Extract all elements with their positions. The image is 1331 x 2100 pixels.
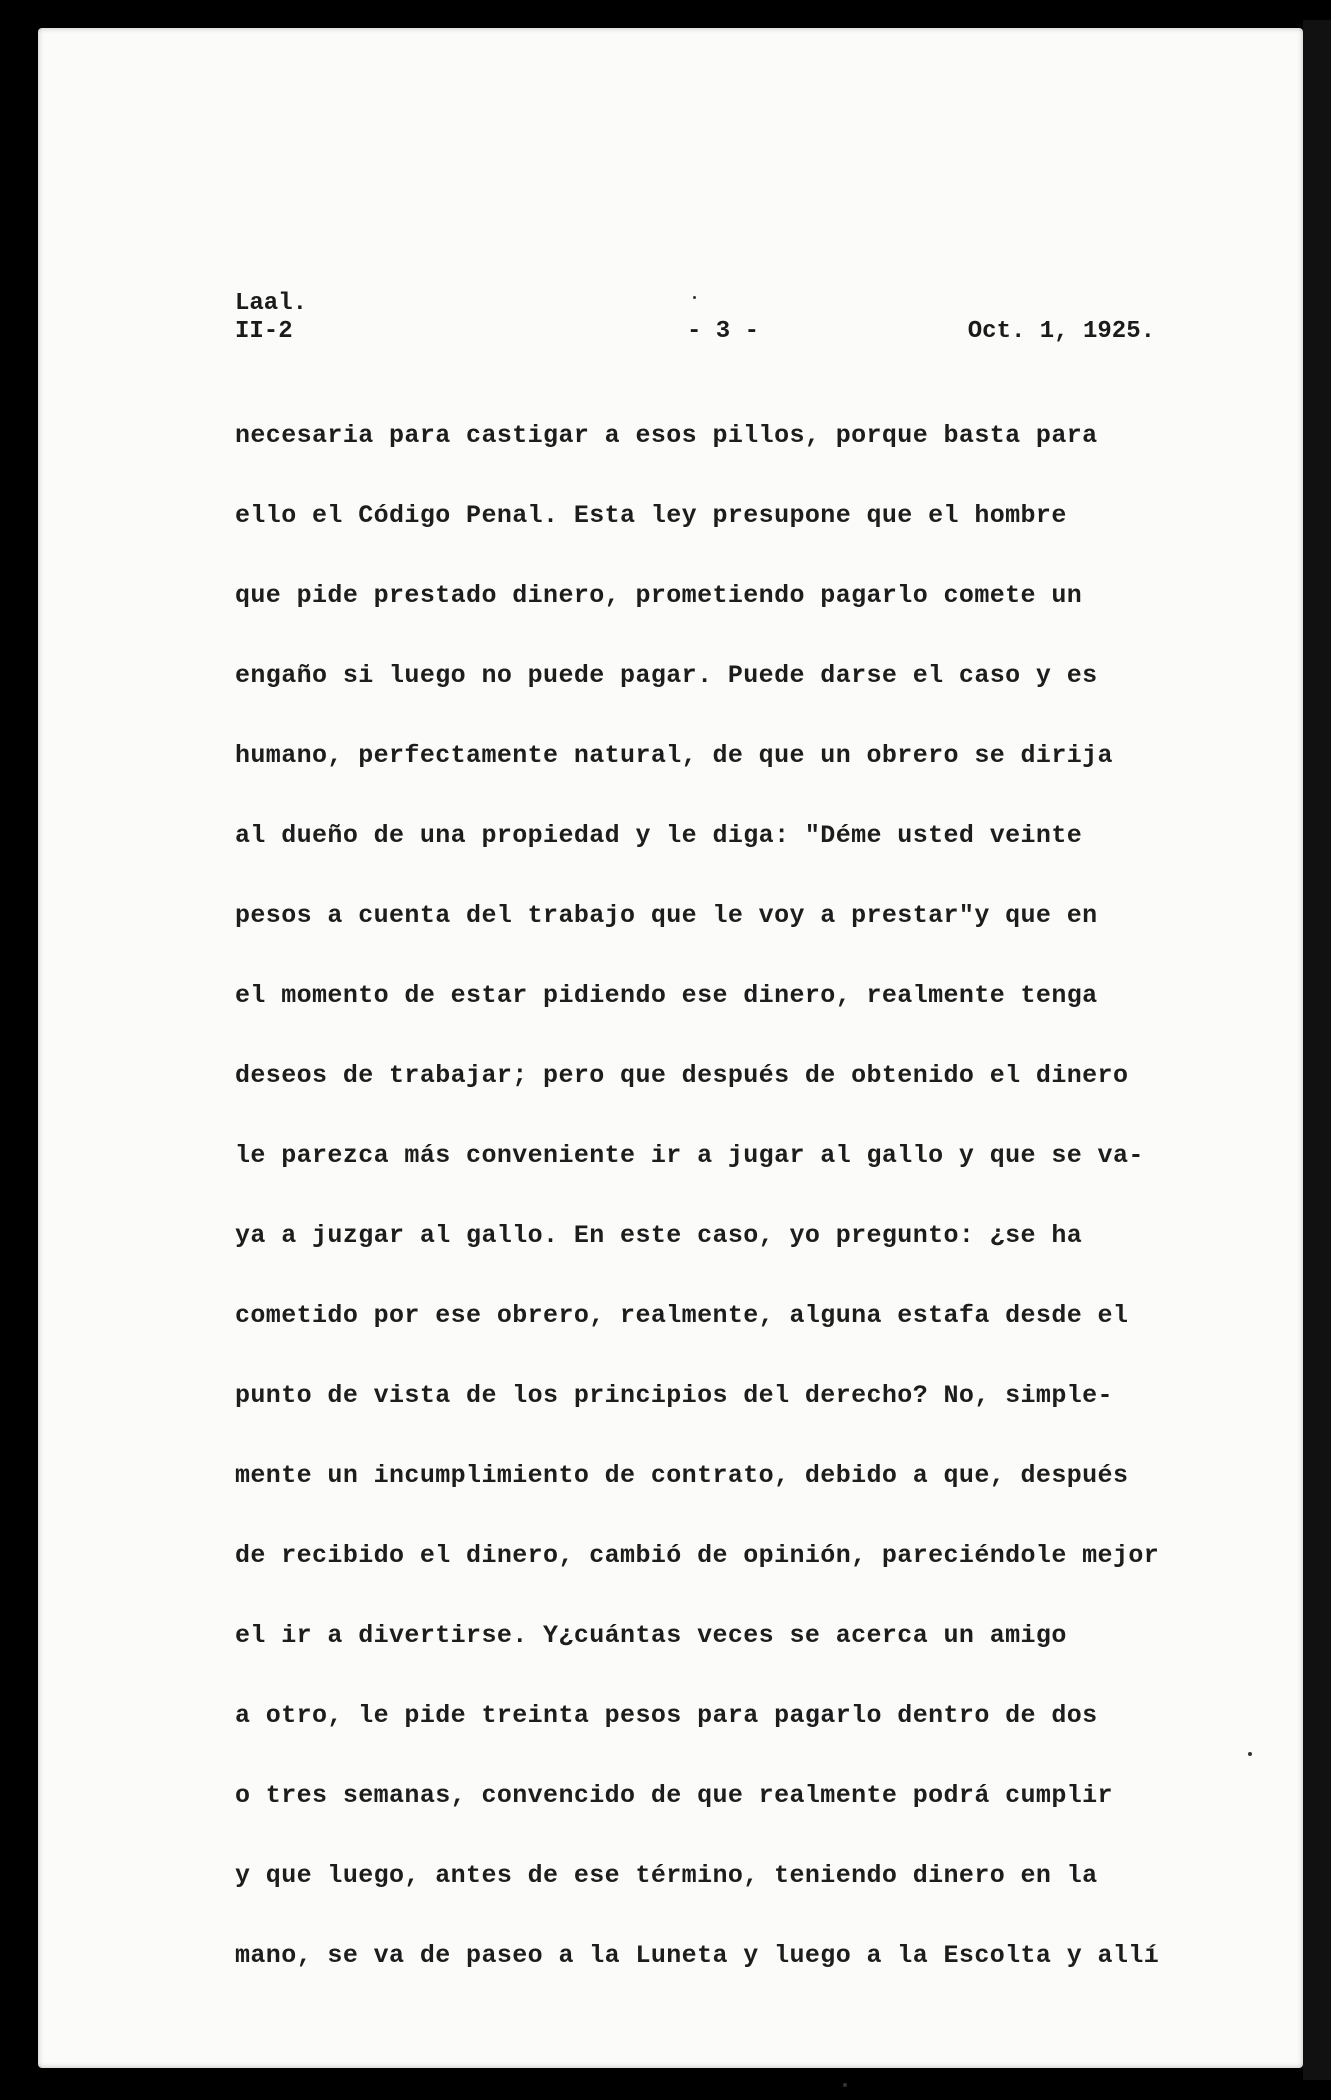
text-line: el momento de estar pidiendo ese dinero, realmente tenga (235, 981, 1098, 1010)
page-header (235, 290, 1155, 350)
text-line: le parezca más conveniente ir a jugar al gallo y que se va- (235, 1141, 1144, 1170)
text-line: deseos de trabajar; pero que después de obtenido el dinero (235, 1061, 1129, 1090)
text-line: cometido por ese obrero, realmente, alguna estafa desde el (235, 1301, 1129, 1330)
text-line: mano, se va de paseo a la Luneta y luego a la Escolta y allí (235, 1941, 1160, 1970)
text-line: que pide prestado dinero, prometiendo pagarlo comete un (235, 581, 1083, 610)
text-line: humano, perfectamente natural, de que un obrero se dirija (235, 741, 1113, 770)
text-line: punto de vista de los principios del derecho? No, simple- (235, 1381, 1113, 1410)
text-line: mente un incumplimiento de contrato, debido a que, después (235, 1461, 1129, 1490)
reference-line-2: II-2 (235, 318, 293, 345)
document-date: Oct. 1, 1925. (967, 318, 1155, 345)
text-line: engaño si luego no puede pagar. Puede darse el caso y es (235, 661, 1098, 690)
text-line: y que luego, antes de ese término, teniendo dinero en la (235, 1861, 1098, 1890)
text-line: pesos a cuenta del trabajo que le voy a prestar"y que en (235, 901, 1098, 930)
reference-line-1: Laal. (235, 290, 308, 317)
ink-speck (1248, 1752, 1252, 1756)
text-line: el ir a divertirse. Y¿cuántas veces se acerca un amigo (235, 1621, 1067, 1650)
ink-speck (843, 2083, 847, 2087)
reference-code (235, 290, 307, 346)
scan-border (1303, 20, 1331, 2080)
text-line: o tres semanas, convencido de que realmente podrá cumplir (235, 1781, 1113, 1810)
text-line: de recibido el dinero, cambió de opinión, pareciéndole mejor (235, 1541, 1160, 1570)
typed-body (235, 414, 1160, 2014)
text-line: necesaria para castigar a esos pillos, porque basta para (235, 421, 1098, 450)
page-number: - 3 - (687, 318, 760, 345)
text-line: ya a juzgar al gallo. En este caso, yo pregunto: ¿se ha (235, 1221, 1083, 1250)
text-line: a otro, le pide treinta pesos para pagarlo dentro de dos (235, 1701, 1098, 1730)
ink-speck (693, 296, 696, 299)
text-line: ello el Código Penal. Esta ley presupone que el hombre (235, 501, 1067, 530)
text-line: al dueño de una propiedad y le diga: "Déme usted veinte (235, 821, 1083, 850)
